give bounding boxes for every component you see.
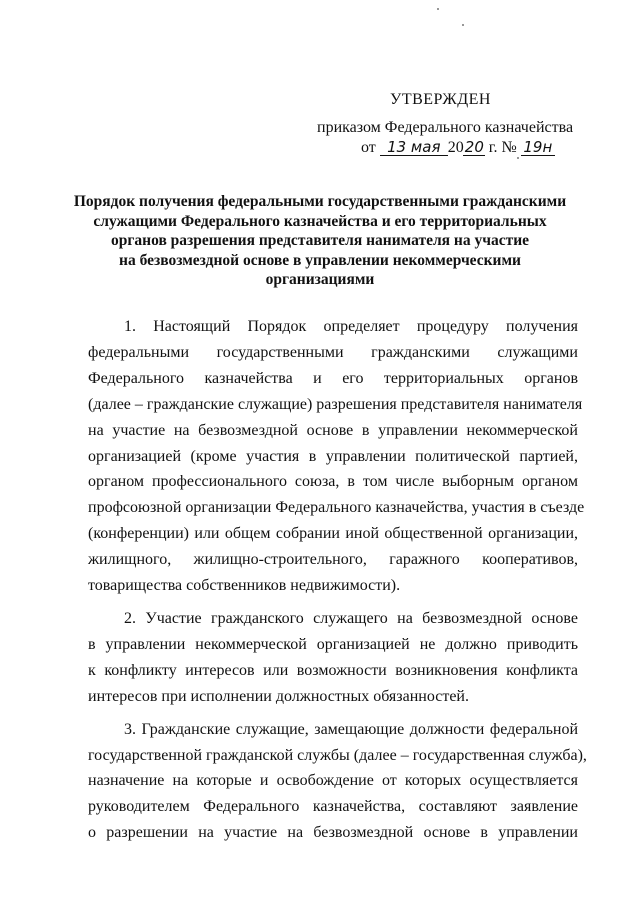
- text-line: Федерального казначейства и его территориальных органов: [88, 369, 578, 387]
- text-line: (конференции) или общем собрании иной общественной организации,: [88, 525, 578, 543]
- document-body: [88, 314, 587, 853]
- document-title: [70, 192, 570, 290]
- approval-date-line: [361, 138, 555, 158]
- text-line: к конфликту интересов или возможности возникновения конфликта: [88, 661, 578, 679]
- text-line: органом профессионального союза, в том числе выборным органом: [88, 473, 578, 491]
- paragraph-1: [88, 314, 585, 599]
- date-prefix: от: [361, 139, 376, 156]
- handwritten-year: 20: [464, 138, 484, 156]
- paragraph-2: [88, 606, 578, 710]
- text-line: интересов при исполнении должностных обязанностей.: [88, 687, 469, 705]
- text-line: в управлении некоммерческой организацией не должно приводить: [88, 635, 578, 653]
- handwritten-number: 19н: [521, 139, 555, 156]
- text-line: назначение на которые и освобождение от которых осуществляется: [88, 772, 578, 790]
- text-line: 3. Гражданские служащие, замещающие должности федеральной: [124, 720, 578, 738]
- scan-speck: [462, 24, 464, 26]
- scan-speck: [437, 8, 439, 10]
- title-line: организациями: [265, 271, 375, 288]
- text-line: товарищества собственников недвижимости).: [88, 577, 401, 595]
- year-prefix: 20: [447, 139, 464, 156]
- text-line: государственной гражданской службы (далее – государственная служба),: [88, 746, 587, 764]
- text-line: о разрешении на участие на безвозмездной основе в управлении: [88, 824, 578, 842]
- title-line: органов разрешения представителя нанимателя на участие: [110, 232, 530, 249]
- text-line: федеральными государственными гражданскими служащими: [88, 343, 578, 361]
- text-line: 2. Участие гражданского служащего на безвозмездной основе: [124, 609, 578, 627]
- handwritten-day: 13 мая: [380, 139, 448, 156]
- text-line: организацией (кроме участия в управлении политической партией,: [88, 447, 578, 465]
- paragraph-3: [88, 717, 587, 847]
- approval-order-line: приказом Федерального казначейства: [317, 119, 574, 136]
- text-line: на участие на безвозмездной основе в управлении некоммерческой: [88, 421, 578, 439]
- text-line: (далее – гражданские служащие) разрешения представителя нанимателя: [88, 395, 583, 413]
- approved-title: УТВЕРЖДЕН: [390, 91, 491, 108]
- text-line: 1. Настоящий Порядок определяет процедуру получения: [124, 318, 578, 335]
- title-line: служащими Федерального казначейства и его территориальных: [93, 212, 547, 230]
- title-line: на безвозмездной основе в управлении некоммерческими: [119, 251, 521, 269]
- year-suffix: г. №: [488, 139, 517, 156]
- text-line: профсоюзной организации Федерального казначейства, участия в съезде: [88, 499, 585, 517]
- text-line: жилищного, жилищно-строительного, гаражного кооперативов,: [88, 551, 578, 569]
- title-line: Порядок получения федеральными государственными гражданскими: [73, 193, 567, 210]
- text-line: руководителем Федерального казначейства, составляют заявление: [88, 798, 578, 816]
